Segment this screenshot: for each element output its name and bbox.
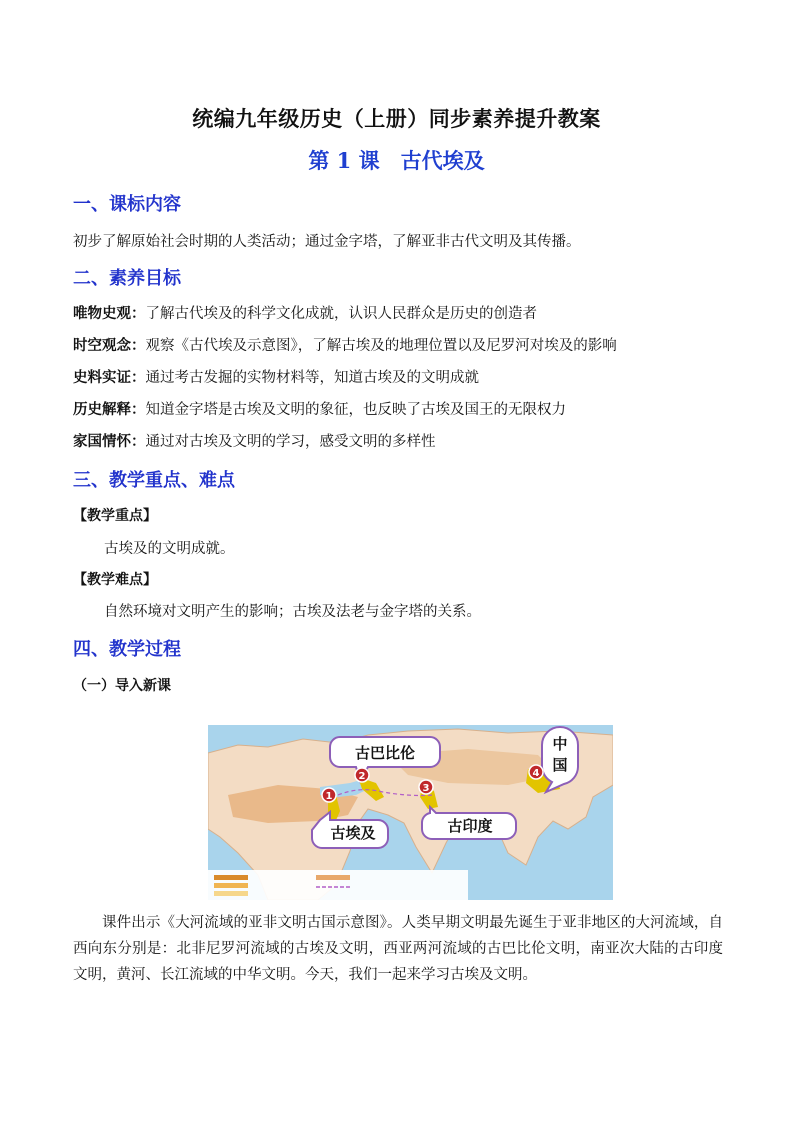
ancient-civilizations-map (208, 725, 613, 900)
legend-swatch (214, 883, 248, 888)
objective-label: 家国情怀： (73, 433, 146, 450)
objective-item (73, 430, 436, 451)
objective-text: 通过对古埃及文明的学习，感受文明的多样性 (145, 434, 436, 450)
difficulty-text: 自然环境对文明产生的影响；古埃及法老与金字塔的关系。 (104, 604, 481, 620)
objective-item (73, 366, 479, 387)
label-china-1: 中 (552, 735, 568, 753)
objective-text: 知道金字塔是古埃及文明的象征，也反映了古埃及国王的无限权力 (145, 402, 566, 418)
svg-text:3: 3 (422, 783, 430, 794)
label-india: 古印度 (447, 817, 493, 835)
objective-item (73, 398, 566, 419)
marker-egypt (322, 788, 336, 802)
objective-label: 历史解释： (73, 401, 146, 418)
marker-china (529, 765, 543, 779)
legend-swatch (214, 891, 248, 896)
objective-label: 时空观念： (73, 337, 146, 354)
objective-text: 观察《古代埃及示意图》，了解古埃及的地理位置以及尼罗河对埃及的影响 (145, 338, 617, 354)
label-egypt: 古埃及 (330, 824, 376, 842)
marker-babylon (355, 768, 369, 782)
objective-label: 唯物史观： (73, 305, 146, 322)
label-babylon: 古巴比伦 (354, 744, 416, 762)
objective-item (73, 334, 617, 355)
difficulty-label: 【教学难点】 (73, 572, 157, 588)
svg-text:4: 4 (532, 768, 540, 779)
document-title: 统编九年级历史（上册）同步素养提升教案 (192, 106, 601, 131)
key-point-text: 古埃及的文明成就。 (104, 541, 235, 557)
objective-label: 史料实证： (73, 369, 146, 386)
section-heading-process: 四、教学过程 (73, 639, 181, 660)
section-heading-key-points: 三、教学重点、难点 (73, 470, 235, 491)
subsection-heading-intro: （一）导入新课 (73, 678, 171, 694)
standards-text: 初步了解原始社会时期的人类活动；通过金字塔，了解亚非古代文明及其传播。 (73, 234, 581, 250)
key-point-label: 【教学重点】 (73, 508, 157, 524)
svg-text:2: 2 (358, 771, 366, 782)
legend-swatch (214, 875, 248, 880)
section-heading-standards: 一、课标内容 (73, 194, 181, 215)
objective-item (73, 302, 537, 323)
label-china-2: 国 (552, 756, 568, 774)
lesson-title: 第 1 课 古代埃及 (308, 148, 485, 173)
section-heading-objectives: 二、素养目标 (73, 268, 181, 289)
intro-paragraph: 课件出示《大河流域的亚非文明古国示意图》。人类早期文明最先诞生于亚非地区的大河流域，自西向东分别是：北非尼罗河流域的古埃及文明，西亚两河流域的古巴比伦文明，南亚次大陆的古印度文明，黄河、长江流域的中华文明。今天，我们一起来学习古埃及文明。 (73, 915, 723, 983)
marker-india (419, 780, 433, 794)
legend-swatch (316, 875, 350, 880)
svg-text:1: 1 (325, 791, 333, 802)
objective-text: 了解古代埃及的科学文化成就，认识人民群众是历史的创造者 (145, 306, 537, 322)
objective-text: 通过考古发掘的实物材料等，知道古埃及的文明成就 (145, 370, 479, 386)
